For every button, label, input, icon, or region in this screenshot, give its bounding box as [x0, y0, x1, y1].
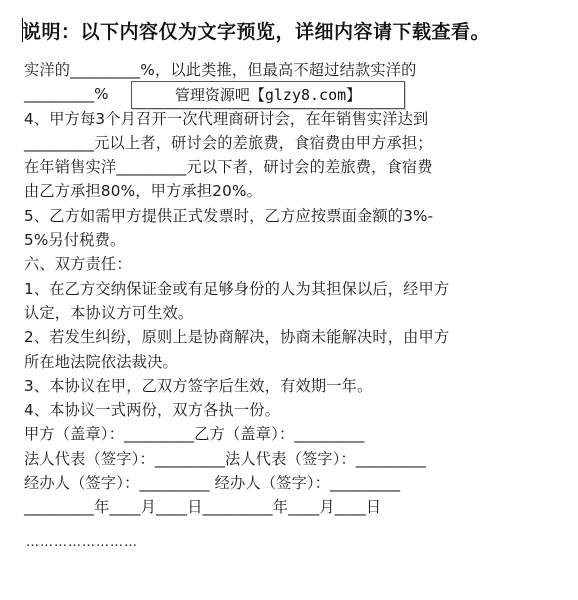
doc-line: 4、本协议一式两份，双方各执一份。	[24, 401, 281, 420]
ellipsis-dots: ……………………	[26, 535, 138, 550]
doc-line: 4、甲方每3个月召开一次代理商研讨会，在年销售实洋达到	[24, 109, 429, 128]
preview-notice-heading: 说明：以下内容仅为文字预览，详细内容请下载查看。	[22, 21, 491, 43]
doc-line: 5、乙方如需甲方提供正式发票时，乙方应按票面金额的3%-	[24, 206, 434, 225]
doc-line: 2、若发生纠纷，原则上是协商解决，协商未能解决时，由甲方	[24, 328, 450, 347]
doc-line: 1、在乙方交纳保证金或有足够身份的人为其担保以后，经甲方	[24, 279, 450, 298]
site-watermark: 管理资源吧【glzy8.com】	[131, 81, 405, 109]
signature-line: 法人代表（签字）：_________法人代表（签字）：_________	[24, 449, 427, 468]
doc-line: 实洋的_________%，以此类推，但最高不超过结款实洋的	[24, 61, 417, 79]
signature-line: 经办人（签字）：_________ 经办人（签字）：_________	[24, 474, 401, 493]
doc-line: 5%另付税费。	[24, 231, 126, 250]
doc-line: _________元以上者，研讨会的差旅费，食宿费由甲方承担；	[24, 133, 433, 152]
doc-line: 在年销售实洋_________元以下者，研讨会的差旅费，食宿费	[24, 158, 433, 177]
doc-line: 由乙方承担80%，甲方承担20%。	[24, 182, 262, 201]
document-body	[24, 58, 564, 520]
section-heading: 六、双方责任：	[24, 255, 132, 274]
doc-line: _________%	[24, 85, 109, 104]
doc-line: 3、本协议在甲，乙双方签字后生效，有效期一年。	[24, 376, 373, 395]
signature-line: 甲方（盖章）：_________乙方（盖章）：_________	[24, 425, 365, 444]
date-line: _________年____月____日_________年____月____日	[24, 498, 382, 517]
doc-line: 认定，本协议方可生效。	[24, 303, 194, 322]
doc-line: 所在地法院依法裁决。	[24, 352, 178, 371]
